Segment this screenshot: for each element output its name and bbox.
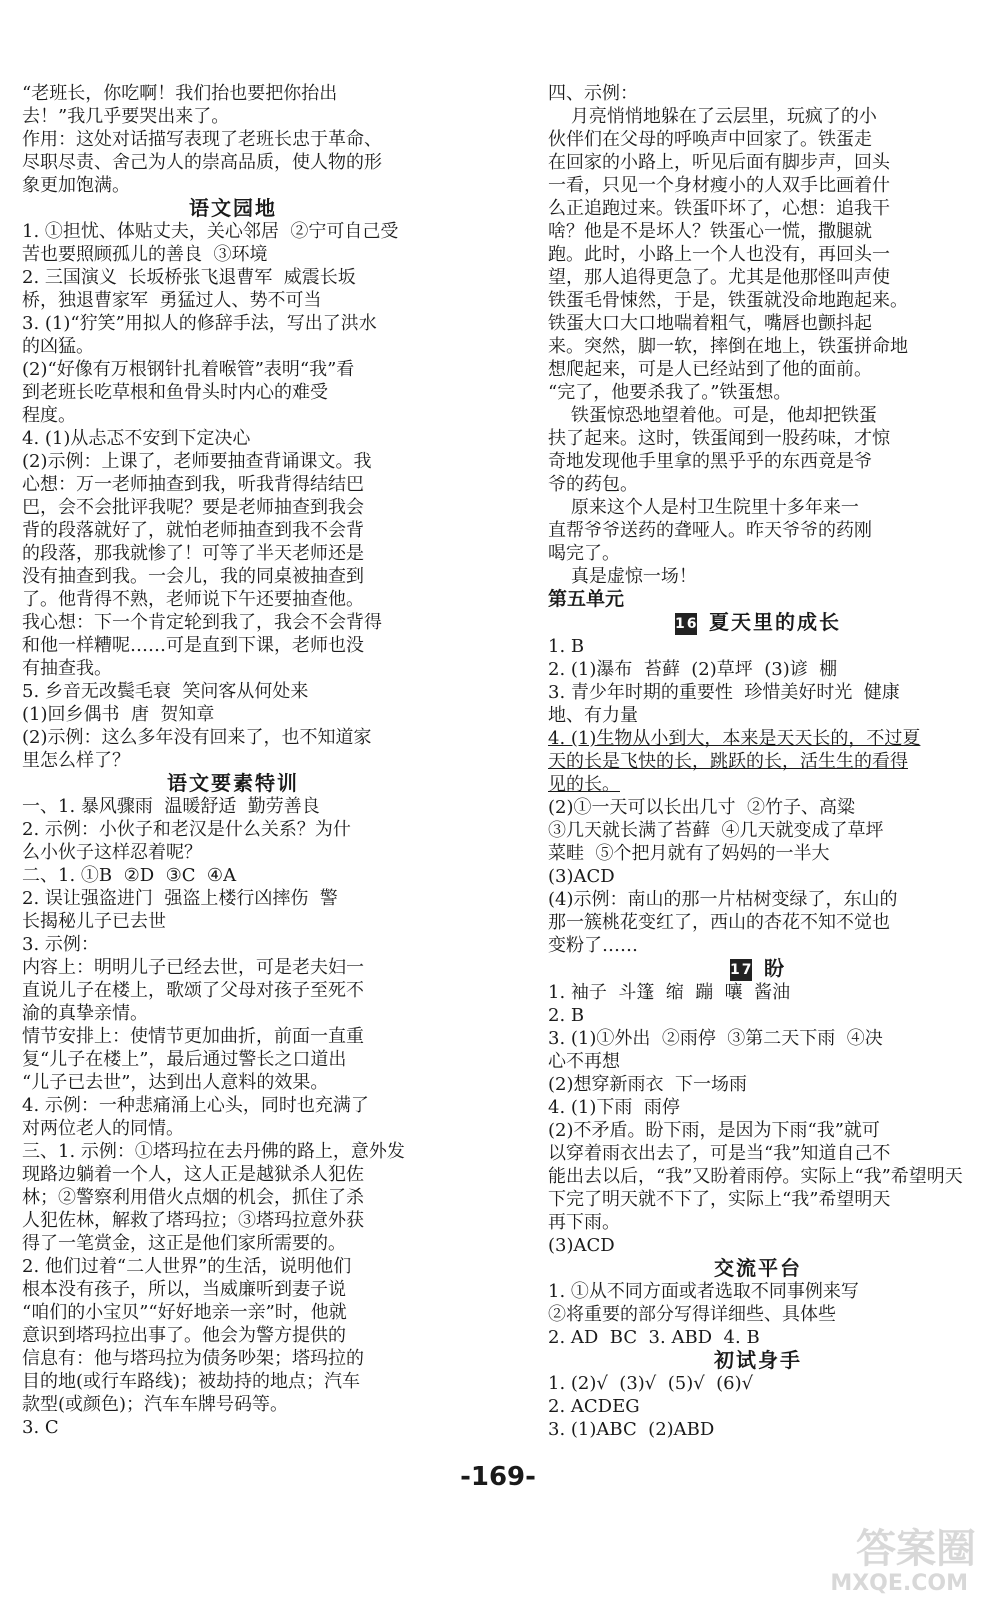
answer-line: (3)ACD: [548, 1235, 615, 1256]
answer-line: 铁蛋毛骨悚然，于是，铁蛋就没命地跑起来。: [548, 290, 908, 311]
answer-line: 一看，只见一个身材瘦小的人双手比画着什: [548, 175, 890, 196]
answer-line: 一、1. 暴风骤雨 温暖舒适 勤劳善良: [22, 796, 320, 817]
answer-line: 对两位老人的同情。: [22, 1118, 184, 1139]
answer-line: 2. 三国演义 长坂桥张飞退曹军 威震长坂: [22, 267, 356, 288]
answer-line: 真是虚惊一场！: [548, 566, 697, 587]
answer-line: 桥，独退曹家军 勇猛过人、势不可当: [22, 290, 322, 311]
answer-line: 3. (1)“狞笑”用拟人的修辞手法，写出了洪水: [22, 313, 377, 334]
answer-line: 根本没有孩子，所以，当威廉听到妻子说: [22, 1279, 346, 1300]
answer-line: 再下雨。: [548, 1212, 620, 1233]
answer-line: 爷的药包。: [548, 474, 638, 495]
answer-line: 伙伴们在父母的呼唤声中回家了。铁蛋走: [548, 129, 872, 150]
answer-line: 我心想：下一个肯定轮到我了，我会不会背得: [22, 612, 382, 633]
answer-line: 扶了起来。这时，铁蛋闻到一股药味，才惊: [548, 428, 890, 449]
answer-line: 啥？他是不是坏人？铁蛋心一慌，撒腿就: [548, 221, 872, 242]
answer-line: 2. 他们过着“二人世界”的生活，说明他们: [22, 1256, 352, 1277]
answer-line: 能出去以后，“我”又盼着雨停。实际上“我”希望明天: [548, 1166, 963, 1187]
answer-line: 心想：万一老师抽查到我，听我背得结结巴: [22, 474, 364, 495]
answer-line: 2. 误让强盗进门 强盗上楼行凶摔伤 警: [22, 888, 338, 909]
unit-heading: 第五单元: [548, 588, 625, 610]
section-heading: 语文要素特训: [167, 772, 299, 795]
answer-line: 2. (1)瀑布 苔藓 (2)草坪 (3)谚 棚: [548, 659, 838, 680]
answer-line: “完了，他要杀我了。”铁蛋想。: [548, 382, 792, 403]
answer-line: 3. 示例：: [22, 934, 99, 955]
answer-line: 尽职尽责、舍己为人的崇高品质，使人物的形: [22, 152, 382, 173]
answer-line: 下完了明天就不下了，实际上“我”希望明天: [548, 1189, 891, 1210]
answer-line: 以穿着雨衣出去了，可是当“我”知道自己不: [548, 1143, 891, 1164]
left-column: [22, 82, 444, 1439]
answer-line: 5. 乡音无改鬓毛衰 笑问客从何处来: [22, 681, 309, 702]
answer-line: 心不再想: [548, 1051, 620, 1072]
answer-line: (2)想穿新雨衣 下一场雨: [548, 1074, 747, 1095]
answer-line: 内容上：明明儿子已经去世，可是老夫妇一: [22, 957, 364, 978]
answer-line: 那一簇桃花变红了，西山的杏花不知不觉也: [548, 912, 890, 933]
lesson-number-badge: 16: [675, 613, 697, 635]
answer-line: 么小伙子这样忍着呢？: [22, 842, 202, 863]
section-heading: 交流平台: [714, 1257, 802, 1280]
answer-line: 有抽查我。: [22, 658, 112, 679]
answer-line: 和他一样糟呢……可是直到下课，老师也没: [22, 635, 364, 656]
answer-line: 见的长。: [548, 774, 620, 795]
answer-line: 么正追跑过来。铁蛋吓坏了，心想：追我干: [548, 198, 890, 219]
answer-line: (4)示例：南山的那一片枯树变绿了，东山的: [548, 889, 898, 910]
lesson-number-badge: 17: [730, 959, 752, 981]
answer-line: 信息有：他与塔玛拉为债务吵架；塔玛拉的: [22, 1348, 364, 1369]
answer-line: 跑。此时，小路上一个人也没有，再回头一: [548, 244, 890, 265]
answer-line: 1. ①从不同方面或者选取不同事例来写: [548, 1281, 859, 1302]
answer-line: ②将重要的部分写得详细些、具体些: [548, 1304, 836, 1325]
answer-line: 2. AD BC 3. ABD 4. B: [548, 1327, 760, 1348]
answer-line: 1. B: [548, 636, 585, 657]
answer-line: 二、1. ①B ②D ③C ④A: [22, 865, 237, 886]
answer-line: 1. (2)√ (3)√ (5)√ (6)√: [548, 1373, 754, 1394]
answer-line: 去！”我几乎要哭出来了。: [22, 106, 230, 127]
answer-line: 菜畦 ⑤个把月就有了妈妈的一半大: [548, 843, 830, 864]
answer-line: 3. 青少年时期的重要性 珍惜美好时光 健康: [548, 682, 900, 703]
answer-line: 四、示例：: [548, 83, 638, 104]
answer-line: 象更加饱满。: [22, 175, 130, 196]
answer-line: 想爬起来，可是人已经站到了他的面前。: [548, 359, 872, 380]
answer-line: 情节安排上：使情节更加曲折，前面一直重: [22, 1026, 364, 1047]
answer-line: “儿子已去世”，达到出人意料的效果。: [22, 1072, 329, 1093]
answer-line: 里怎么样了？: [22, 750, 130, 771]
lesson-title: 盼: [764, 957, 786, 980]
section-heading: 初试身手: [714, 1349, 802, 1372]
answer-line: 1. 袖子 斗篷 缩 蹦 嚷 酱油: [548, 982, 791, 1003]
answer-line: (2)“好像有万根钢针扎着喉管”表明“我”看: [22, 359, 355, 380]
answer-line: 2. 示例：小伙子和老汉是什么关系？为什: [22, 819, 351, 840]
answer-line: 4. (1)生物从小到大，本来是天天长的，不过夏: [548, 728, 921, 749]
answer-line: 到老班长吃草根和鱼骨头时内心的难受: [22, 382, 328, 403]
lesson-heading: [548, 957, 968, 981]
answer-line: 得了一笔赏金，这正是他们家所需要的。: [22, 1233, 346, 1254]
answer-line: 奇地发现他手里拿的黑乎乎的东西竟是爷: [548, 451, 872, 472]
answer-line: 1. ①担忧、体贴丈夫，关心邻居 ②宁可自己受: [22, 221, 399, 242]
answer-line: 作用：这处对话描写表现了老班长忠于革命、: [22, 129, 382, 150]
answer-line: 的段落，那我就惨了！可等了半天老师还是: [22, 543, 364, 564]
answer-line: 渝的真挚亲情。: [22, 1003, 148, 1024]
answer-line: 天的长是飞快的长，跳跃的长，活生生的看得: [548, 751, 908, 772]
lesson-heading: [548, 611, 968, 635]
answer-line: 喝完了。: [548, 543, 620, 564]
answer-line: 3. (1)①外出 ②雨停 ③第二天下雨 ④决: [548, 1028, 883, 1049]
answer-line: 3. (1)ABC (2)ABD: [548, 1419, 715, 1440]
answer-line: (3)ACD: [548, 866, 615, 887]
answer-line: 程度。: [22, 405, 76, 426]
answer-line: 林；②警察利用借火点烟的机会，抓住了杀: [22, 1187, 364, 1208]
answer-line: 2. ACDEG: [548, 1396, 640, 1417]
answer-line: 复“儿子在楼上”，最后通过警长之口道出: [22, 1049, 347, 1070]
answer-line: 变粉了……: [548, 935, 638, 956]
right-column: [548, 82, 968, 1441]
answer-line: 直说儿子在楼上，歌颂了父母对孩子至死不: [22, 980, 364, 1001]
lesson-title: 夏天里的成长: [709, 611, 841, 634]
answer-line: 直帮爷爷送药的聋哑人。昨天爷爷的药刚: [548, 520, 872, 541]
answer-line: 地、有力量: [548, 705, 638, 726]
watermark-logo: 答案圈: [856, 1526, 976, 1572]
answer-line: (2)示例：上课了，老师要抽查背诵课文。我: [22, 451, 372, 472]
answer-line: 长揭秘儿子已去世: [22, 911, 166, 932]
answer-line: 目的地(或行车路线)；被劫持的地点；汽车: [22, 1371, 361, 1392]
answer-line: 3. C: [22, 1417, 59, 1438]
answer-line: “咱们的小宝贝”“好好地亲一亲”时，他就: [22, 1302, 347, 1323]
page-number: -169-: [460, 1462, 536, 1492]
answer-line: 没有抽查到我。一会儿，我的同桌被抽查到: [22, 566, 364, 587]
answer-line: 巴，会不会批评我呢？要是老师抽查到我会: [22, 497, 364, 518]
answer-line: 原来这个人是村卫生院里十多年来一: [548, 497, 859, 518]
watermark-url: MXQE.COM: [830, 1571, 968, 1596]
answer-line: 三、1. 示例：①塔玛拉在去丹佛的路上，意外发: [22, 1141, 405, 1162]
answer-line: 在回家的小路上，听见后面有脚步声，回头: [548, 152, 890, 173]
section-heading: 语文园地: [189, 197, 277, 220]
answer-line: 现路边躺着一个人，这人正是越狱杀人犯佐: [22, 1164, 364, 1185]
answer-line: (2)示例：这么多年没有回来了，也不知道家: [22, 727, 372, 748]
answer-line: 背的段落就好了，就怕老师抽查到我不会背: [22, 520, 364, 541]
answer-line: “老班长，你吃啊！我们抬也要把你抬出: [22, 83, 338, 104]
answer-line: 月亮悄悄地躲在了云层里，玩疯了的小: [548, 106, 877, 127]
answer-line: (2)①一天可以长出几寸 ②竹子、高粱: [548, 797, 855, 818]
answer-line: 的凶猛。: [22, 336, 94, 357]
answer-line: 来。突然，脚一软，摔倒在地上，铁蛋拼命地: [548, 336, 908, 357]
answer-line: 人犯佐林，解救了塔玛拉；③塔玛拉意外获: [22, 1210, 364, 1231]
answer-line: (2)不矛盾。盼下雨，是因为下雨“我”就可: [548, 1120, 880, 1141]
answer-line: 铁蛋惊恐地望着他。可是，他却把铁蛋: [548, 405, 877, 426]
answer-line: 4. (1)从忐忑不安到下定决心: [22, 428, 251, 449]
answer-line: 了。他背得不熟，老师说下午还要抽查他。: [22, 589, 364, 610]
answer-line: 2. B: [548, 1005, 585, 1026]
answer-line: 4. (1)下雨 雨停: [548, 1097, 680, 1118]
answer-line: 铁蛋大口大口地喘着粗气，嘴唇也颤抖起: [548, 313, 872, 334]
answer-line: 望，那人追得更急了。尤其是他那怪叫声使: [548, 267, 890, 288]
answer-line: (1)回乡偶书 唐 贺知章: [22, 704, 215, 725]
answer-line: 款型(或颜色)；汽车车牌号码等。: [22, 1394, 289, 1415]
answer-line: 4. 示例：一种悲痛涌上心头，同时也充满了: [22, 1095, 369, 1116]
answer-line: 意识到塔玛拉出事了。他会为警方提供的: [22, 1325, 346, 1346]
answer-line: ③几天就长满了苔藓 ④几天就变成了草坪: [548, 820, 884, 841]
answer-line: 苦也要照顾孤儿的善良 ③环境: [22, 244, 268, 265]
